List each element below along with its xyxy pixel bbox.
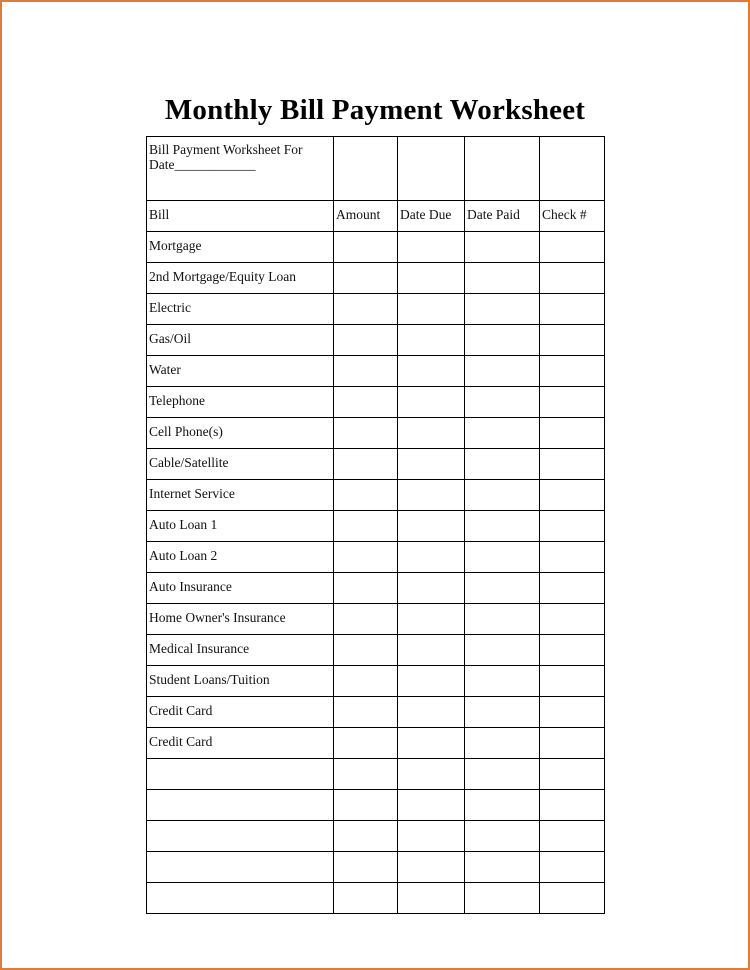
table-row	[147, 542, 605, 573]
check-number-cell	[540, 573, 605, 604]
bill-name-cell: Cell Phone(s)	[147, 418, 334, 449]
date-due-cell	[398, 697, 465, 728]
date-paid-cell	[465, 356, 540, 387]
check-number-cell	[540, 697, 605, 728]
bill-table	[146, 136, 605, 914]
bill-name-cell: Internet Service	[147, 480, 334, 511]
amount-cell	[334, 511, 398, 542]
table-row	[147, 387, 605, 418]
worksheet-header-cell	[147, 137, 334, 201]
bill-name-cell: Telephone	[147, 387, 334, 418]
date-due-cell	[398, 635, 465, 666]
header-blank-cell	[398, 137, 465, 201]
date-paid-cell	[465, 387, 540, 418]
table-row	[147, 418, 605, 449]
check-number-cell	[540, 542, 605, 573]
bill-name-cell: Mortgage	[147, 232, 334, 263]
table-row	[147, 449, 605, 480]
table-row	[147, 604, 605, 635]
check-number-cell	[540, 604, 605, 635]
column-header-row	[147, 201, 605, 232]
date-paid-cell	[465, 821, 540, 852]
check-number-cell	[540, 790, 605, 821]
check-number-cell	[540, 356, 605, 387]
date-label: Date____________	[149, 157, 256, 172]
date-paid-cell	[465, 790, 540, 821]
date-due-cell	[398, 418, 465, 449]
date-paid-cell	[465, 697, 540, 728]
amount-cell	[334, 790, 398, 821]
header-blank-cell	[334, 137, 398, 201]
date-due-cell	[398, 542, 465, 573]
date-paid-cell	[465, 294, 540, 325]
check-number-cell	[540, 728, 605, 759]
bill-name-cell	[147, 790, 334, 821]
bill-name-cell: Medical Insurance	[147, 635, 334, 666]
table-row	[147, 511, 605, 542]
date-due-cell	[398, 449, 465, 480]
date-paid-cell	[465, 480, 540, 511]
check-number-cell	[540, 294, 605, 325]
amount-cell	[334, 356, 398, 387]
date-due-cell	[398, 294, 465, 325]
bill-name-cell	[147, 759, 334, 790]
date-due-cell	[398, 232, 465, 263]
bill-name-cell: Water	[147, 356, 334, 387]
date-due-cell	[398, 883, 465, 914]
date-due-cell	[398, 325, 465, 356]
table-row	[147, 635, 605, 666]
amount-cell	[334, 542, 398, 573]
amount-cell	[334, 697, 398, 728]
date-paid-cell	[465, 635, 540, 666]
table-row	[147, 325, 605, 356]
amount-cell	[334, 232, 398, 263]
check-number-cell	[540, 418, 605, 449]
date-paid-cell	[465, 852, 540, 883]
bill-name-cell	[147, 883, 334, 914]
date-due-cell	[398, 511, 465, 542]
column-header-date-due: Date Due	[398, 201, 465, 232]
date-paid-cell	[465, 759, 540, 790]
check-number-cell	[540, 852, 605, 883]
date-due-cell	[398, 356, 465, 387]
amount-cell	[334, 325, 398, 356]
amount-cell	[334, 759, 398, 790]
date-paid-cell	[465, 542, 540, 573]
check-number-cell	[540, 759, 605, 790]
amount-cell	[334, 883, 398, 914]
bill-name-cell: Cable/Satellite	[147, 449, 334, 480]
column-header-amount: Amount	[334, 201, 398, 232]
table-row	[147, 356, 605, 387]
date-due-cell	[398, 790, 465, 821]
amount-cell	[334, 821, 398, 852]
table-row	[147, 573, 605, 604]
table-row	[147, 263, 605, 294]
amount-cell	[334, 666, 398, 697]
date-due-cell	[398, 821, 465, 852]
bill-name-cell: Student Loans/Tuition	[147, 666, 334, 697]
date-due-cell	[398, 573, 465, 604]
amount-cell	[334, 635, 398, 666]
bill-name-cell: Electric	[147, 294, 334, 325]
date-paid-cell	[465, 573, 540, 604]
amount-cell	[334, 263, 398, 294]
table-row	[147, 790, 605, 821]
bill-name-cell: Auto Loan 1	[147, 511, 334, 542]
bill-name-cell: Gas/Oil	[147, 325, 334, 356]
check-number-cell	[540, 325, 605, 356]
amount-cell	[334, 573, 398, 604]
header-blank-cell	[465, 137, 540, 201]
date-due-cell	[398, 666, 465, 697]
table-row	[147, 294, 605, 325]
table-row	[147, 232, 605, 263]
table-row	[147, 697, 605, 728]
bill-name-cell: Auto Insurance	[147, 573, 334, 604]
check-number-cell	[540, 635, 605, 666]
amount-cell	[334, 728, 398, 759]
amount-cell	[334, 480, 398, 511]
amount-cell	[334, 604, 398, 635]
check-number-cell	[540, 480, 605, 511]
check-number-cell	[540, 449, 605, 480]
date-paid-cell	[465, 263, 540, 294]
table-row	[147, 759, 605, 790]
amount-cell	[334, 294, 398, 325]
table-row	[147, 883, 605, 914]
date-paid-cell	[465, 232, 540, 263]
column-header-bill: Bill	[147, 201, 334, 232]
bill-name-cell	[147, 852, 334, 883]
check-number-cell	[540, 511, 605, 542]
date-due-cell	[398, 480, 465, 511]
worksheet-for-label: Bill Payment Worksheet For	[149, 142, 303, 157]
table-row	[147, 728, 605, 759]
date-paid-cell	[465, 883, 540, 914]
amount-cell	[334, 387, 398, 418]
date-paid-cell	[465, 666, 540, 697]
page-title: Monthly Bill Payment Worksheet	[164, 94, 586, 126]
date-due-cell	[398, 387, 465, 418]
header-blank-cell	[540, 137, 605, 201]
date-due-cell	[398, 759, 465, 790]
date-paid-cell	[465, 449, 540, 480]
table-row	[147, 480, 605, 511]
bill-name-cell: Credit Card	[147, 697, 334, 728]
bill-name-cell: Home Owner's Insurance	[147, 604, 334, 635]
check-number-cell	[540, 883, 605, 914]
amount-cell	[334, 418, 398, 449]
date-paid-cell	[465, 604, 540, 635]
check-number-cell	[540, 821, 605, 852]
check-number-cell	[540, 263, 605, 294]
worksheet-header-row	[147, 137, 605, 201]
date-due-cell	[398, 604, 465, 635]
date-due-cell	[398, 728, 465, 759]
column-header-check-number: Check #	[540, 201, 605, 232]
bill-name-cell: Auto Loan 2	[147, 542, 334, 573]
bill-name-cell	[147, 821, 334, 852]
amount-cell	[334, 852, 398, 883]
table-row	[147, 852, 605, 883]
bill-name-cell: 2nd Mortgage/Equity Loan	[147, 263, 334, 294]
date-paid-cell	[465, 325, 540, 356]
table-row	[147, 821, 605, 852]
column-header-date-paid: Date Paid	[465, 201, 540, 232]
date-paid-cell	[465, 728, 540, 759]
date-due-cell	[398, 263, 465, 294]
check-number-cell	[540, 387, 605, 418]
date-paid-cell	[465, 418, 540, 449]
table-row	[147, 666, 605, 697]
check-number-cell	[540, 232, 605, 263]
date-paid-cell	[465, 511, 540, 542]
bill-name-cell: Credit Card	[147, 728, 334, 759]
check-number-cell	[540, 666, 605, 697]
date-due-cell	[398, 852, 465, 883]
amount-cell	[334, 449, 398, 480]
